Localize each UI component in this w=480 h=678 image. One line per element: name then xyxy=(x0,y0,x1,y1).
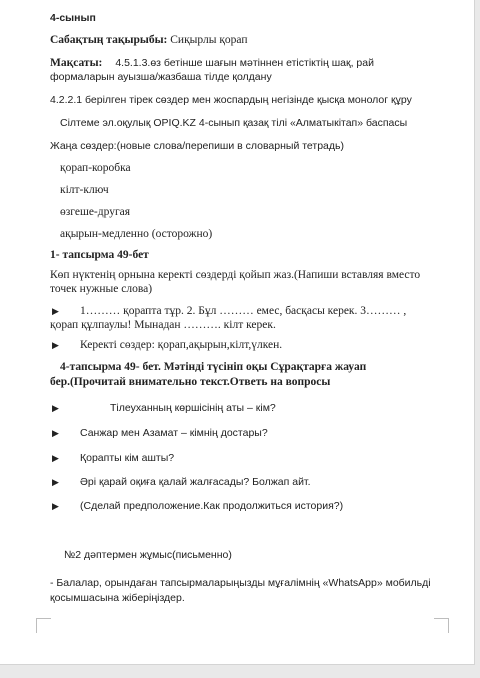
task1-item-line-1: 1……… қорапта тұр. 2. Бұл ……… емес, басқасы керек. 3……… , xyxy=(80,305,407,317)
crop-mark xyxy=(36,618,51,633)
goal-label: Мақсаты: xyxy=(50,57,103,69)
task4-title-line-1: 4-тапсырма 49- бет. Мәтінді түсініп оқы Сұрақтарға жауап xyxy=(60,361,367,373)
task1-item-line-2: қорап құлпаулы! Мынадан ………. кілт керек. xyxy=(50,319,276,331)
task1-instruction-line-1: Көп нүктенің орнына керекті сөздерді қойып жаз.(Напиши вставляя вместо xyxy=(50,269,421,281)
new-words-title: Жаңа сөздер:(новые слова/перепиши в словарный тетрадь) xyxy=(50,140,344,152)
task1-title: 1- тапсырма 49-бет xyxy=(50,249,149,261)
standard-line: 4.2.2.1 берілген тірек сөздер мен жоспардың негізінде қысқа монолог құру xyxy=(50,94,412,106)
grade-heading: 4-сынып xyxy=(50,12,96,24)
bullet-icon: ▶ xyxy=(52,453,59,463)
bullet-icon: ▶ xyxy=(52,403,59,413)
reference-line: Сілтеме эл.оқулық OPIQ.KZ 4-сынып қазақ тілі «Алматыкітап» баспасы xyxy=(60,117,408,129)
new-word-4: ақырын-медленно (осторожно) xyxy=(60,228,213,240)
question-5: (Сделай предположение.Как продолжиться история?) xyxy=(80,500,344,512)
footer-line-2: қосымшасына жіберіңіздер. xyxy=(50,592,185,604)
new-word-1: қорап-коробка xyxy=(60,162,131,174)
crop-mark xyxy=(434,618,449,633)
lesson-topic-line xyxy=(50,33,440,47)
new-word-2: кілт-ключ xyxy=(60,184,109,196)
question-4: Әрі қарай оқиға қалай жалғасады? Болжап айт. xyxy=(80,476,311,488)
notebook-task: №2 дәптермен жұмыс(письменно) xyxy=(64,549,232,561)
bullet-icon: ▶ xyxy=(52,306,59,316)
lesson-topic-label: Сабақтың тақырыбы: xyxy=(50,34,168,46)
goal-line-1 xyxy=(50,56,440,70)
task1-instruction-line-2: точек нужные слова) xyxy=(50,283,153,295)
task1-keywords: Керекті сөздер: қорап,ақырын,кілт,үлкен. xyxy=(80,339,283,351)
question-1: Тілеуханның көршісінің аты – кім? xyxy=(110,402,276,414)
footer-line-1: - Балалар, орындаған тапсырмаларыңызды мұғалімнің «WhatsApp» мобильді xyxy=(50,577,431,589)
bullet-icon: ▶ xyxy=(52,340,59,350)
task4-title-line-2: бер.(Прочитай внимательно текст.Ответь на вопросы xyxy=(50,376,331,388)
new-word-3: өзгеше-другая xyxy=(60,206,131,218)
goal-line-2: формаларын ауызша/жазбаша тілде қолдану xyxy=(50,71,272,83)
bullet-icon: ▶ xyxy=(52,477,59,487)
goal-text: 4.5.1.3.өз бетінше шағын мәтіннен етістіктің шақ, рай xyxy=(115,57,374,69)
question-2: Санжар мен Азамат – кімнің достары? xyxy=(80,427,268,439)
question-3: Қорапты кім ашты? xyxy=(80,452,175,464)
lesson-topic: Сиқырлы қорап xyxy=(170,34,248,46)
bullet-icon: ▶ xyxy=(52,501,59,511)
bullet-icon: ▶ xyxy=(52,428,59,438)
